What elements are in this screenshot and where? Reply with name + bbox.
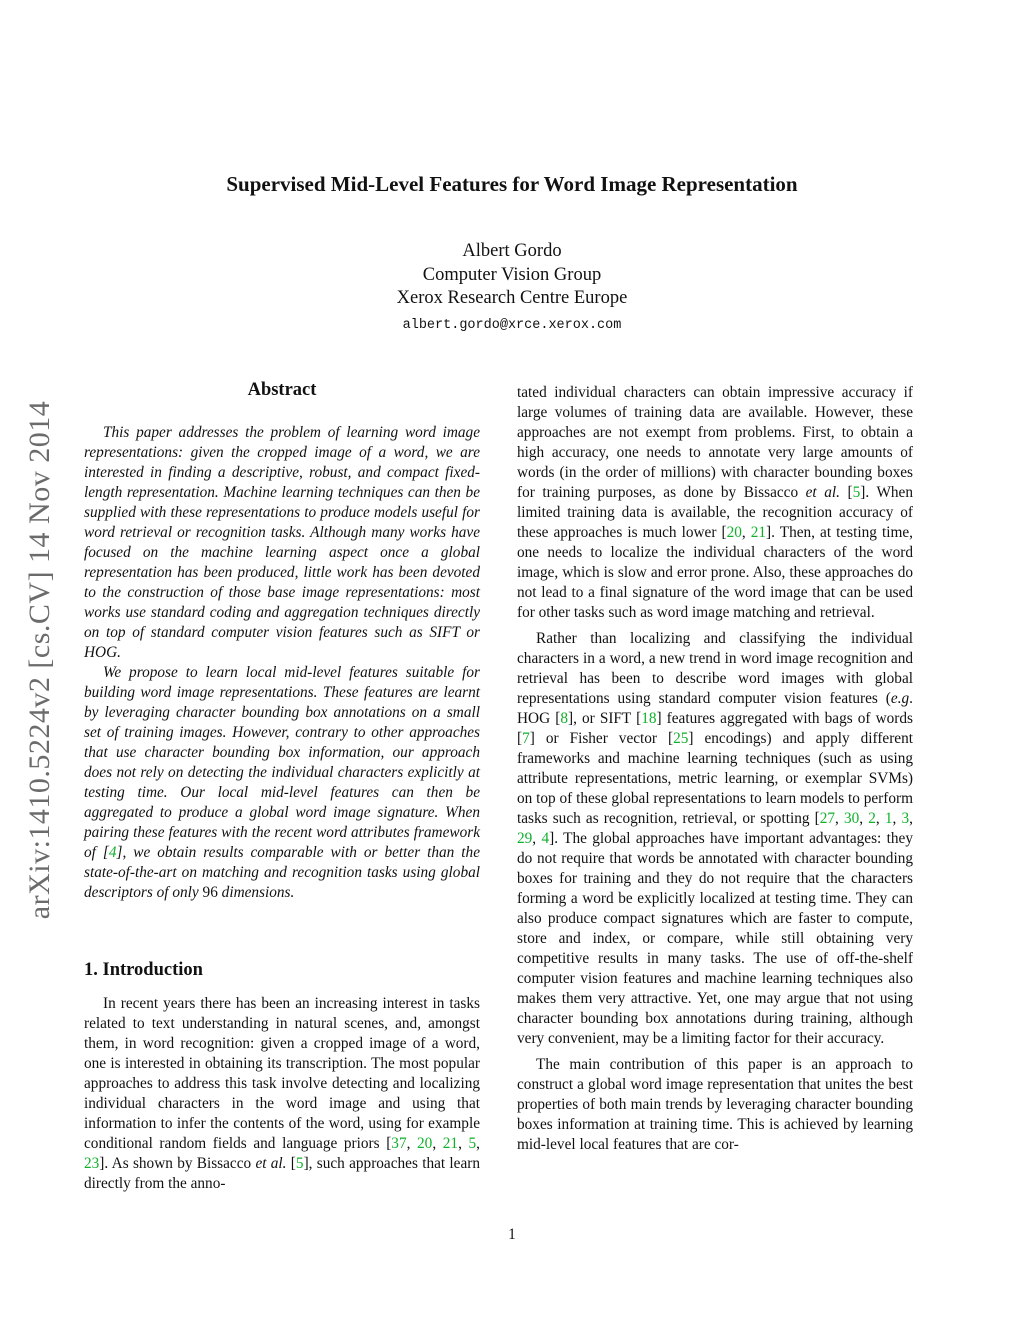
right-paragraph-3: The main contribution of this paper is an approach to construct a global word image representation that unites the best properties of both main trends by leveraging character bounding boxes information at training time. This is achieved by learning mid-level local features that are cor- bbox=[517, 1056, 913, 1153]
citation-link[interactable]: 2 bbox=[868, 810, 876, 827]
paper-title: Supervised Mid-Level Features for Word Image Representation bbox=[226, 172, 798, 196]
citation-link[interactable]: 3 bbox=[901, 810, 910, 827]
text-run: ]. When limited training data is available, the recognition accuracy of these approaches is much lower [ bbox=[517, 484, 913, 541]
text-run: We propose to learn local mid-level features suitable for building word image representations. These features are learnt by leveraging character bounding box annotations on a small set of training images. However, contrary to other approaches that use character bounding box information, our approach does not rely on detecting the individual characters explicitly at testing time. Our local mid-level features can then be aggregated to produce a global word image signature. When pairing these features with the recent word attributes framework of [ bbox=[84, 664, 480, 861]
citation-link[interactable]: 29 bbox=[517, 830, 533, 847]
et-al: et al. bbox=[805, 484, 840, 501]
citation-link[interactable]: 27 bbox=[819, 810, 836, 827]
arxiv-identifier: arXiv:1410.5224v2 [cs.CV] 14 Nov 2014 bbox=[23, 400, 57, 920]
introduction-paragraph-1: In recent years there has been an increasing interest in tasks related to text understanding in natural scenes, and, amongst them, in word recognition: given a cropped image of a word, one is interested in obtaining its transcription. The most popular approaches to address this task involve detecting and localizing individual characters in the word image and using that information to infer the contents of the word, using for example conditional random fields and language priors [37, 20, 21, 5, 23]. As shown by Bissacco et al. [5], such approaches that learn directly from the anno- bbox=[84, 995, 480, 1192]
citation-link[interactable]: 18 bbox=[641, 710, 657, 727]
citation-link[interactable]: 5 bbox=[295, 1155, 304, 1172]
introduction-heading: 1. Introduction bbox=[84, 960, 203, 980]
citation-link[interactable]: 4 bbox=[108, 844, 117, 861]
text-run: ], such approaches that learn directly from the anno- bbox=[84, 1155, 480, 1192]
eg: e.g bbox=[890, 690, 910, 707]
author-group: Computer Vision Group bbox=[422, 264, 602, 285]
author-org: Xerox Research Centre Europe bbox=[396, 288, 628, 308]
abstract-heading: Abstract bbox=[247, 380, 317, 400]
text-run: [ bbox=[839, 484, 853, 501]
text-run: ]. As shown by Bissacco bbox=[99, 1155, 256, 1172]
text-run: ] encodings) and apply different frameworks and machine learning techniques (such as using attribute representations, metric learning, or exemplar SVMs) on top of these global representations to learn models to perform tasks such as recognition, retrieval, or spotting [ bbox=[517, 730, 913, 827]
citation-link[interactable]: 5 bbox=[852, 484, 861, 501]
citation-link[interactable]: 23 bbox=[84, 1155, 100, 1172]
text-run: [ bbox=[286, 1155, 296, 1172]
citation-link[interactable]: 20 bbox=[726, 524, 742, 541]
text-run: . HOG [ bbox=[517, 690, 913, 727]
text-run: In recent years there has been an increasing interest in tasks related to text understanding in natural scenes, and, amongst them, in word recognition: given a cropped image of a word, one is interested in obtaining its transcription. The most popular approaches to address this task involve detecting and localizing individual characters in the word image and using that information to infer the contents of the word, using for example conditional random fields and language priors [ bbox=[84, 995, 480, 1152]
citation-link[interactable]: 30 bbox=[844, 810, 860, 827]
right-column-body bbox=[517, 383, 913, 1155]
abstract-paragraph-2 bbox=[84, 663, 480, 903]
arxiv-stamp bbox=[18, 360, 62, 960]
text-run: tated individual characters can obtain impressive accuracy if large volumes of training data are available. However, these approaches are not exempt from problems. First, to obtain a high accuracy, one needs to annotate very large amounts of words (in the order of millions) with character bounding boxes for training purposes, as done by Bissacco bbox=[517, 384, 913, 501]
text-run: ], or SIFT [ bbox=[567, 710, 642, 727]
text-run: ] or Fisher vector [ bbox=[529, 730, 674, 747]
right-paragraph-2: Rather than localizing and classifying the individual characters in a word, a new trend in word image recognition and retrieval has been to describe word images with global representations using standard computer vision features (e.g. HOG [8], or SIFT [18] features aggregated with bags of words [7] or Fisher vector [25] encodings) and apply different frameworks and machine learning techniques (such as using attribute representations, metric learning, or exemplar SVMs) on top of these global representations to learn models to perform tasks such as recognition, retrieval, or spotting [27, 30, 2, 1, 3, 29, 4]. The global approaches have important advantages: they do not require that words be annotated with character bounding boxes for training and they do not require that the characters forming a word be explicitly localized at testing time. They can also produce compact signatures which are faster to compute, store and index, or compare, while still obtaining very competitive results in many tasks. The use of off-the-shelf computer vision features and machine learning techniques also makes them very attractive. Yet, one may argue that not using character bounding box annotations during training, although very convenient, may be a limiting factor for their accuracy. bbox=[517, 630, 913, 1047]
citation-link[interactable]: 5 bbox=[468, 1135, 477, 1152]
citation-link[interactable]: 25 bbox=[673, 730, 689, 747]
text-run: dimensions. bbox=[217, 884, 295, 901]
page-number: 1 bbox=[508, 1226, 516, 1243]
citation-link[interactable]: 1 bbox=[884, 810, 893, 827]
author-name: Albert Gordo bbox=[462, 241, 562, 261]
introduction-body bbox=[84, 994, 480, 1194]
abstract-body bbox=[84, 423, 480, 903]
citation-link[interactable]: 8 bbox=[560, 710, 568, 727]
dimension-number: 96 bbox=[202, 884, 218, 901]
citation-link[interactable]: 7 bbox=[522, 730, 530, 747]
citation-link[interactable]: 4 bbox=[541, 830, 550, 847]
right-paragraph-1: tated individual characters can obtain impressive accuracy if large volumes of training data are available. However, these approaches are not exempt from problems. First, to obtain a high accuracy, one needs to annotate very large amounts of words (in the order of millions) with character bounding boxes for training purposes, as done by Bissacco et al. [5]. When limited training data is available, the recognition accuracy of these approaches is much lower [20, 21]. Then, at testing time, one needs to localize the individual characters of the word image, which is slow and error prone. Also, these approaches do not lead to a final signature of the word image that can be used for other tasks such as word image matching and retrieval. bbox=[517, 384, 913, 621]
text-run: ] features aggregated with bags of words [ bbox=[517, 710, 913, 747]
text-run: Rather than localizing and classifying the individual characters in a word, a new trend in word image recognition and retrieval has been to describe word images with global representations using standard computer vision features ( bbox=[517, 630, 913, 707]
citation-link[interactable]: 21 bbox=[442, 1135, 459, 1152]
abstract-paragraph-1: This paper addresses the problem of learning word image representations: given the cropped image of a word, we are interested in finding a descriptive, robust, and compact fixed-length representation. Machine learning techniques can then be supplied with these representations to produce models useful for word retrieval or recognition tasks. Although many works have focused on the machine learning aspect once a global representation has been produced, little work has been devoted to the construction of those base image representations: most works use standard coding and aggregation techniques directly on top of standard computer vision features such as SIFT or HOG. bbox=[84, 424, 480, 661]
citation-link[interactable]: 37 bbox=[391, 1135, 407, 1152]
author-block bbox=[0, 240, 1024, 337]
text-run: ]. The global approaches have important advantages: they do not require that words be annotated with character bounding boxes for training and they do not require that the characters forming a word be explicitly localized at testing time. They can also produce compact signatures which are faster to compute, store and index, or compare, while still obtaining very competitive results in many tasks. The use of off-the-shelf computer vision features and machine learning techniques also makes them very attractive. Yet, one may argue that not using character bounding box annotations during training, although very convenient, may be a limiting factor for their accuracy. bbox=[517, 830, 913, 1047]
text-run: ]. Then, at testing time, one needs to localize the individual characters of the word image, which is slow and error prone. Also, these approaches do not lead to a final signature of the word image that can be used for other tasks such as word image matching and retrieval. bbox=[517, 524, 913, 621]
citation-link[interactable]: 21 bbox=[750, 524, 767, 541]
et-al: et al. bbox=[255, 1155, 287, 1172]
author-email: albert.gordo@xrce.xerox.com bbox=[402, 317, 622, 333]
citation-link[interactable]: 20 bbox=[417, 1135, 433, 1152]
text-run: ], we obtain results comparable with or better than the state-of-the-art on matching and recognition tasks using global descriptors of only bbox=[84, 844, 480, 901]
